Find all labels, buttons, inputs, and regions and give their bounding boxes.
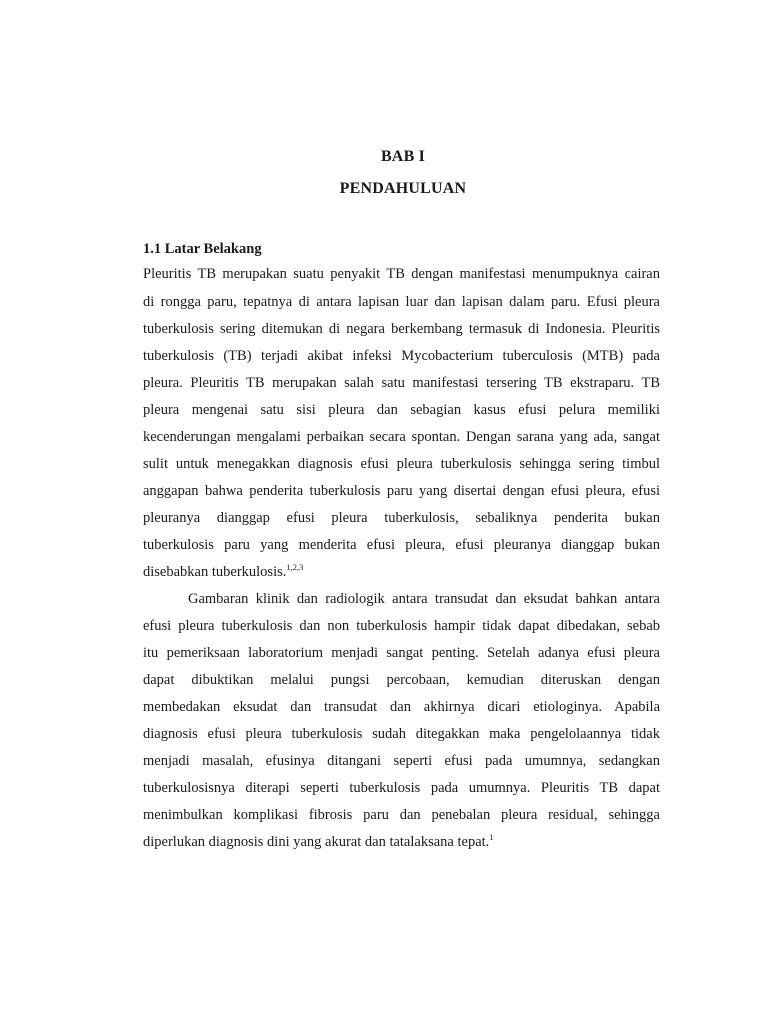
text-line: pleura. Pleuritis TB merupakan salah satu manifestasi tersering TB ekstraparu. TB [143,375,660,391]
chapter-title: PENDAHULUAN [339,180,467,197]
text-line: itu pemeriksaan laboratorium menjadi sangat penting. Setelah adanya efusi pleura [143,645,660,661]
text-line: anggapan bahwa penderita tuberkulosis paru yang disertai dengan efusi pleura, efusi [143,483,660,499]
text-span: diperlukan diagnosis dini yang akurat dan tatalaksana tepat. [143,834,490,850]
text-line: menjadi masalah, efusinya ditangani seperti efusi pada umumnya, sedangkan [143,753,660,769]
text-line: pleura mengenai satu sisi pleura dan sebagian kasus efusi pelura memiliki [143,402,660,418]
text-line: tuberkulosis paru yang menderita efusi pleura, efusi pleuranya dianggap bukan [143,537,660,553]
text-line: diagnosis efusi pleura tuberkulosis sudah ditegakkan maka pengelolaannya tidak [143,726,660,742]
text-line: tuberkulosis (TB) terjadi akibat infeksi Mycobacterium tuberculosis (MTB) pada [143,348,660,364]
text-line-last [143,564,660,580]
section-title: 1.1 Latar Belakang [143,241,262,257]
text-line: di rongga paru, tepatnya di antara lapisan luar dan lapisan dalam paru. Efusi pleura [143,294,660,310]
text-line: kecenderungan mengalami perbaikan secara spontan. Dengan sarana yang ada, sangat [143,429,660,445]
citation-ref: 1,2,3 [286,562,304,572]
text-line: membedakan eksudat dan transudat dan akhirnya dicari etiologinya. Apabila [143,699,660,715]
text-line: efusi pleura tuberkulosis dan non tuberkulosis hampir tidak dapat dibedakan, sebab [143,618,660,634]
citation-ref: 1 [489,832,494,842]
text-line: menimbulkan komplikasi fibrosis paru dan penebalan pleura residual, sehingga [143,807,660,823]
text-line-last [143,834,660,850]
text-line: Gambaran klinik dan radiologik antara transudat dan eksudat bahkan antara [188,591,660,607]
text-line: dapat dibuktikan melalui pungsi percobaan, kemudian diteruskan dengan [143,672,660,688]
text-line: Pleuritis TB merupakan suatu penyakit TB dengan manifestasi menumpuknya cairan [143,266,660,282]
text-line: tuberkulosis sering ditemukan di negara berkembang termasuk di Indonesia. Pleuritis [143,321,660,337]
text-line: sulit untuk menegakkan diagnosis efusi pleura tuberkulosis sehingga sering timbul [143,456,660,472]
text-line: pleuranya dianggap efusi pleura tuberkulosis, sebaliknya penderita bukan [143,510,660,526]
chapter-number: BAB I [380,148,426,165]
text-line: tuberkulosisnya diterapi seperti tuberkulosis pada umumnya. Pleuritis TB dapat [143,780,660,796]
text-span: disebabkan tuberkulosis. [143,564,287,580]
